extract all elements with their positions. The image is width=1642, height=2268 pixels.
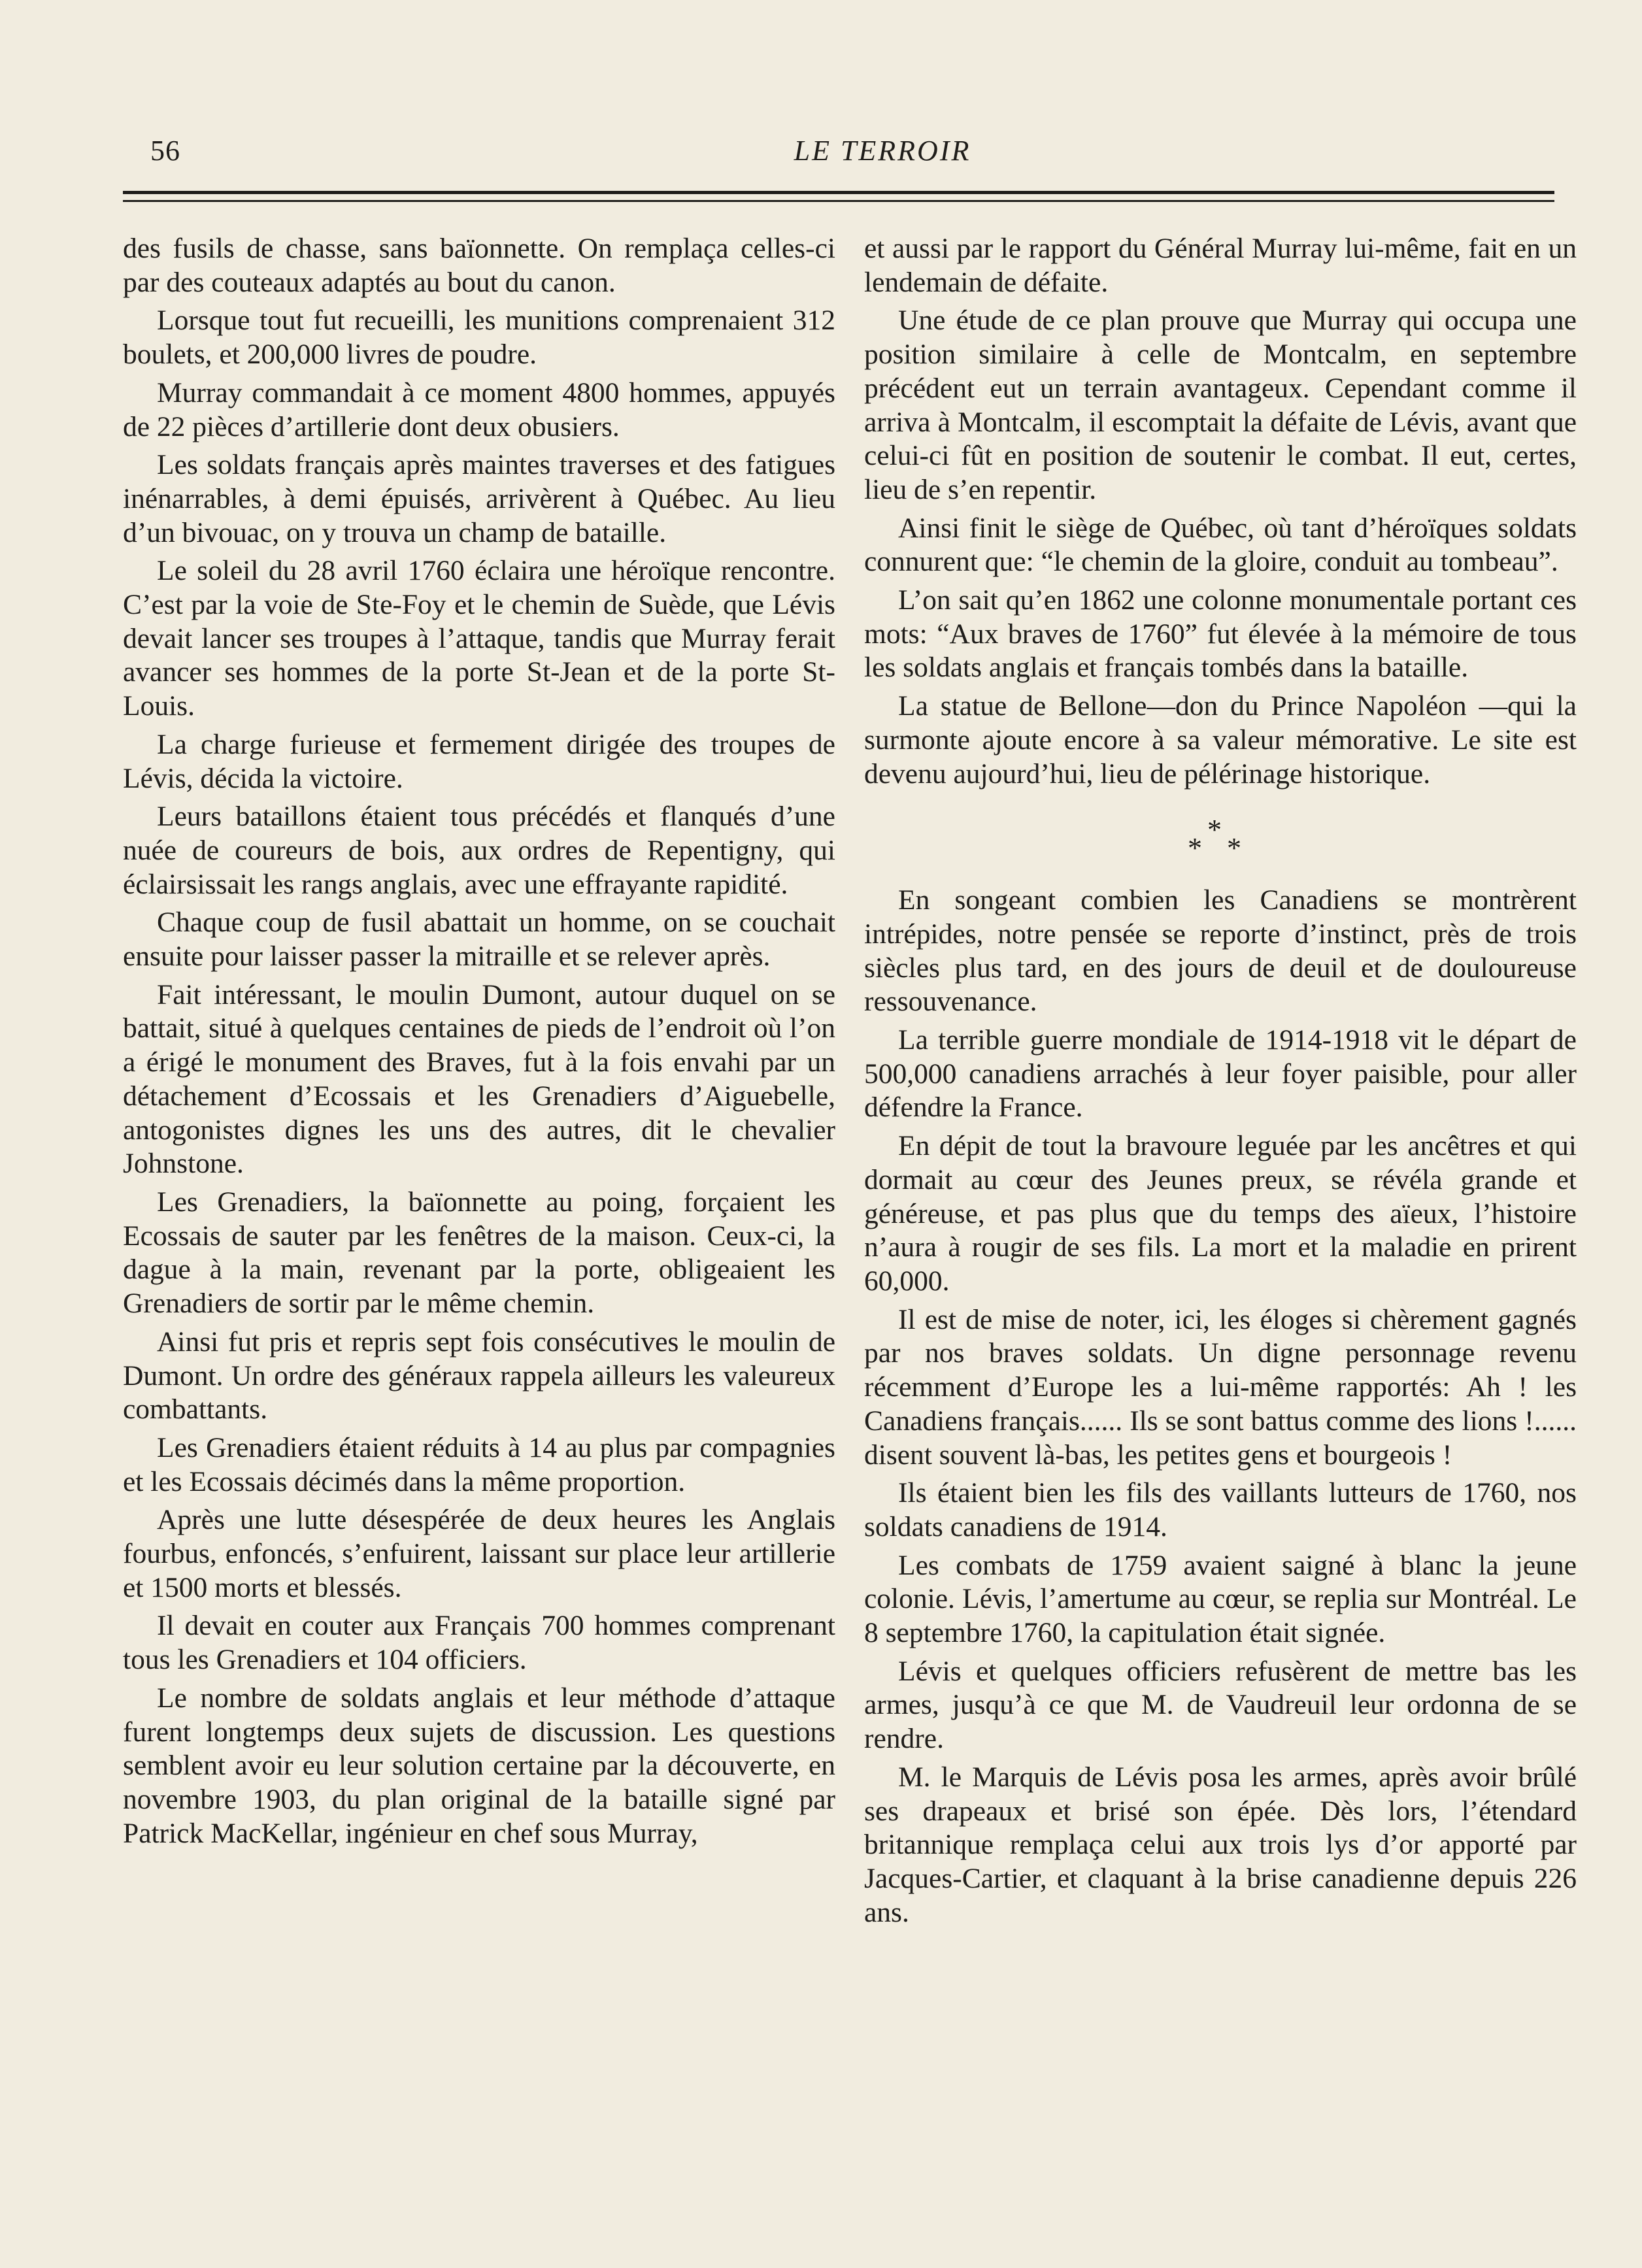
paragraph: Ainsi finit le siège de Québec, où tant d’héroïques soldats connurent que: “le chemin de la gloire, conduit au tombeau”. <box>864 512 1577 578</box>
header-rule-thin <box>123 200 1554 202</box>
paragraph: En dépit de tout la bravoure leguée par les ancêtres et qui dormait au cœur des Jeunes preux, se révéla grande et généreuse, et pas plus que du temps des aïeux, l’histoire n’aura à rougir de ses fils. La mort et la maladie en prirent 60,000. <box>864 1130 1577 1297</box>
paragraph: Lévis et quelques officiers refusèrent de mettre bas les armes, jusqu’à ce que M. de Vaudreuil leur ordonna de se rendre. <box>864 1655 1577 1755</box>
paragraph: des fusils de chasse, sans baïonnette. On remplaça celles-ci par des couteaux adaptés au bout du canon. <box>123 233 835 298</box>
right-column <box>864 232 1577 1934</box>
paragraph: La statue de Bellone—don du Prince Napoléon —qui la surmonte ajoute encore à sa valeur mémorative. Le site est devenu aujourd’hui, lieu de pélérinage historique. <box>864 690 1577 790</box>
separator-star: * <box>1207 814 1222 846</box>
paragraph: Après une lutte désespérée de deux heures les Anglais fourbus, enfoncés, s’enfuirent, laissant sur place leur artillerie et 1500 morts et blessés. <box>123 1504 835 1603</box>
section-separator <box>864 796 1577 875</box>
paragraph: Le soleil du 28 avril 1760 éclaira une héroïque rencontre. C’est par la voie de Ste-Foy et le chemin de Suède, que Lévis devait lancer ses troupes à l’attaque, tandis que Murray ferait avancer ses hommes de la porte St-Jean et de la porte St-Louis. <box>123 555 835 722</box>
header-rule-thick <box>123 191 1554 194</box>
left-column <box>123 232 835 1855</box>
separator-star: * <box>1188 832 1202 865</box>
paragraph: Il est de mise de noter, ici, les éloges si chèrement gagnés par nos braves soldats. Un digne personnage revenu récemment d’Europe les a lui-même rapportés: Ah ! les Canadiens français...... Ils se sont battus comme des lions !...... disent souvent là-bas, les petites gens et bourgeois ! <box>864 1303 1577 1471</box>
paragraph: Une étude de ce plan prouve que Murray qui occupa une position similaire à celle de Montcalm, en septembre précédent eut un terrain avantageux. Cependant comme il arriva à Montcalm, il escomptait la défaite de Lévis, avant que celui-ci fût en position de soutenir le combat. Il eut, certes, lieu de s’en repentir. <box>864 305 1577 505</box>
paragraph: Ils étaient bien les fils des vaillants lutteurs de 1760, nos soldats canadiens de 1914. <box>864 1477 1577 1543</box>
paragraph: et aussi par le rapport du Général Murray lui-même, fait en un lendemain de défaite. <box>864 233 1577 298</box>
page-number: 56 <box>150 135 180 167</box>
paragraph: Les combats de 1759 avaient saigné à blanc la jeune colonie. Lévis, l’amertume au cœur, se replia sur Montréal. Le 8 septembre 1760, la capitulation était signée. <box>864 1549 1577 1649</box>
paragraph: La charge furieuse et fermement dirigée des troupes de Lévis, décida la victoire. <box>123 728 835 794</box>
paragraph: Lorsque tout fut recueilli, les munitions comprenaient 312 boulets, et 200,000 livres de poudre. <box>123 305 835 371</box>
separator-star: * <box>1227 832 1241 865</box>
paragraph: Les Grenadiers étaient réduits à 14 au plus par compagnies et les Ecossais décimés dans la même proportion. <box>123 1431 835 1497</box>
paragraph: Les soldats français après maintes traverses et des fatigues inénarrables, à demi épuisés, arrivèrent à Québec. Au lieu d’un bivouac, on y trouva un champ de bataille. <box>123 449 835 548</box>
paragraph: Le nombre de soldats anglais et leur méthode d’attaque furent longtemps deux sujets de discussion. Les questions semblent avoir eu leur solution certaine par la découverte, en novembre 1903, du plan original de la bataille signé par Patrick MacKellar, ingénieur en chef sous Murray, <box>123 1682 835 1849</box>
paragraph: En songeant combien les Canadiens se montrèrent intrépides, notre pensée se reporte d’instinct, près de trois siècles plus tard, en des jours de deuil et de douloureuse ressouvenance. <box>864 884 1577 1018</box>
paragraph: La terrible guerre mondiale de 1914-1918 vit le départ de 500,000 canadiens arrachés à leur foyer paisible, pour aller défendre la France. <box>864 1024 1577 1124</box>
paragraph: Ainsi fut pris et repris sept fois consécutives le moulin de Dumont. Un ordre des généraux rappela ailleurs les valeureux combattants. <box>123 1326 835 1426</box>
paragraph: Il devait en couter aux Français 700 hommes comprenant tous les Grenadiers et 104 officiers. <box>123 1610 835 1676</box>
running-title: LE TERROIR <box>794 135 971 167</box>
paragraph: Les Grenadiers, la baïonnette au poing, forçaient les Ecossais de sauter par les fenêtres de la maison. Ceux-ci, la dague à la main, revenant par la porte, obligeaient les Grenadiers de sortir par le même chemin. <box>123 1186 835 1320</box>
paragraph: Leurs bataillons étaient tous précédés et flanqués d’une nuée de coureurs de bois, aux ordres de Repentigny, qui éclairsissait les rangs anglais, avec une effrayante rapidité. <box>123 801 835 900</box>
paragraph: Murray commandait à ce moment 4800 hommes, appuyés de 22 pièces d’artillerie dont deux obusiers. <box>123 376 835 442</box>
paragraph: Chaque coup de fusil abattait un homme, on se couchait ensuite pour laisser passer la mitraille et se relever après. <box>123 907 835 973</box>
paragraph: Fait intéressant, le moulin Dumont, autour duquel on se battait, situé à quelques centaines de pieds de l’endroit où l’on a érigé le monument des Braves, fut à la fois envahi par un détachement d’Ecossais et les Grenadiers d’Aiguebelle, antogonistes dignes les uns des autres, dit le chevalier Johnstone. <box>123 978 835 1180</box>
paragraph: L’on sait qu’en 1862 une colonne monumentale portant ces mots: “Aux braves de 1760” fut élevée à la mémoire de tous les soldats anglais et français tombés dans la bataille. <box>864 584 1577 684</box>
paragraph: M. le Marquis de Lévis posa les armes, après avoir brûlé ses drapeaux et brisé son épée. Dès lors, l’étendard britannique remplaça celui aux trois lys d’or apporté par Jacques-Cartier, et claquant à la brise canadienne depuis 226 ans. <box>864 1761 1577 1928</box>
